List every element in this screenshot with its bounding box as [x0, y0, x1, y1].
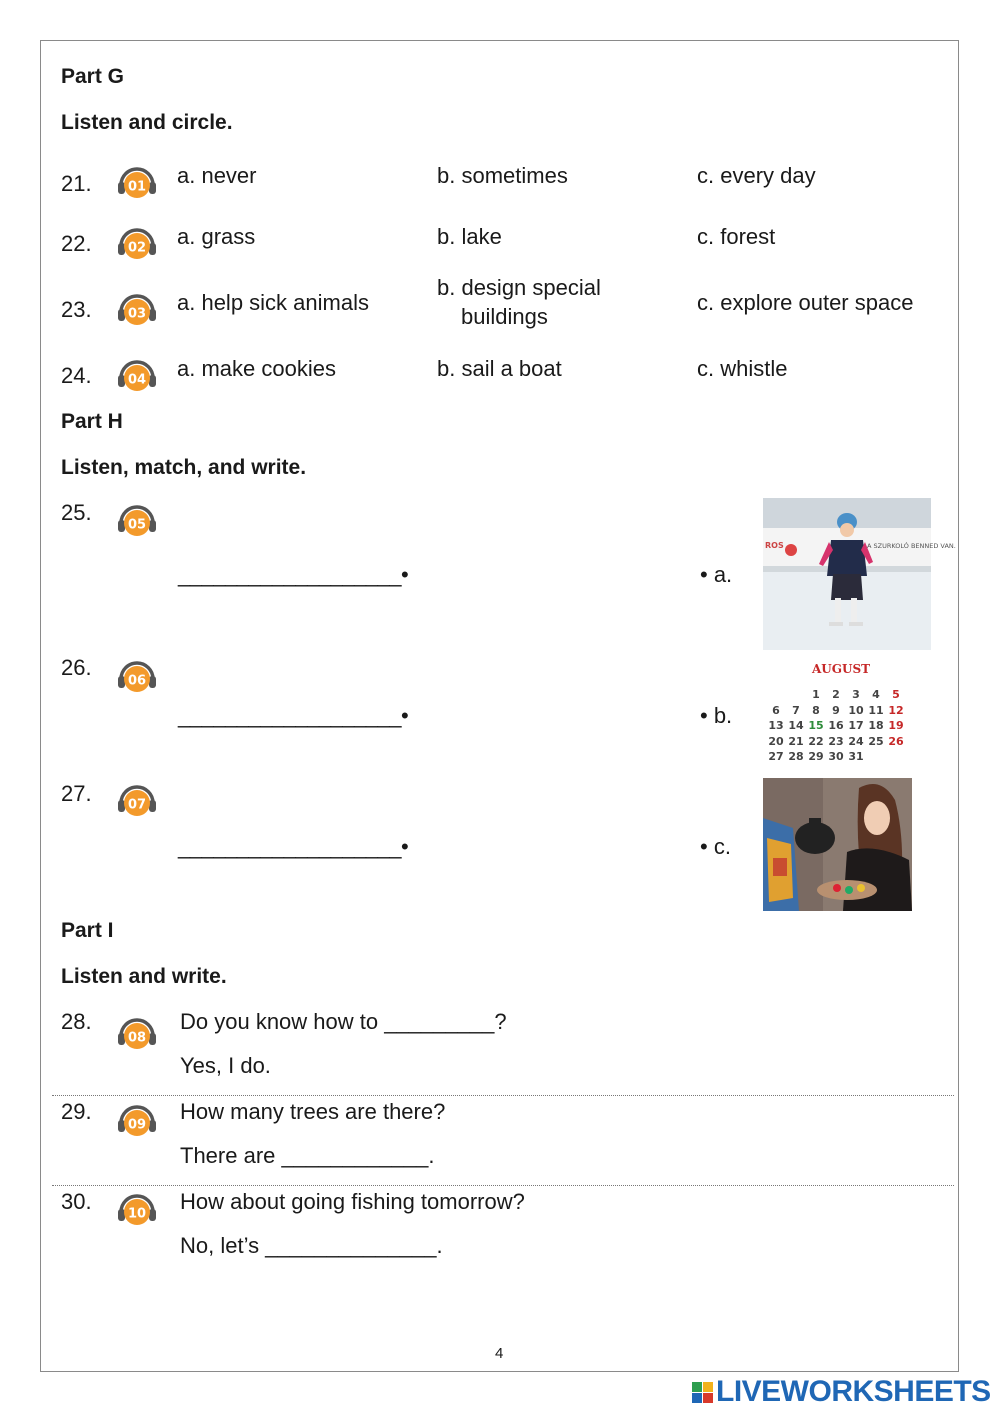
calendar-day: 10 [848, 703, 864, 717]
question-number: 22. [61, 231, 92, 256]
calendar-day: 7 [792, 703, 800, 717]
headphones-icon[interactable] [117, 1101, 157, 1137]
track-number: 08 [127, 1030, 147, 1046]
calendar-day: 8 [812, 703, 820, 717]
august-calendar-image [766, 662, 916, 776]
calendar-day: 21 [788, 734, 804, 748]
calendar-day: 24 [848, 734, 864, 748]
calendar-month: AUGUST [811, 662, 871, 676]
calendar-day: 3 [852, 688, 860, 701]
headphones-icon[interactable] [117, 657, 157, 693]
option-a[interactable]: a. make cookies [177, 356, 336, 381]
question-number: 24. [61, 363, 92, 388]
question-number: 30. [61, 1189, 92, 1214]
liveworksheets-logo[interactable] [692, 1374, 991, 1410]
track-number: 09 [127, 1117, 147, 1133]
headphones-icon[interactable] [117, 781, 157, 817]
option-b[interactable]: b. design special [437, 275, 601, 300]
calendar-day: 16 [828, 719, 844, 732]
option-c[interactable]: c. whistle [697, 356, 788, 381]
question-text: How about going fishing tomorrow? [180, 1189, 525, 1214]
calendar-day [766, 688, 786, 704]
track-number: 02 [127, 240, 147, 256]
girl-painting-image [763, 778, 912, 911]
question-number: 28. [61, 1009, 92, 1034]
option-b[interactable]: b. lake [437, 224, 502, 249]
calendar-week [766, 735, 916, 751]
calendar-day: 19 [888, 719, 904, 732]
answer-text: Yes, I do. [180, 1053, 271, 1078]
part-i-title: Part I [61, 919, 114, 942]
question-number: 25. [61, 500, 92, 525]
calendar-day: 1 [812, 688, 820, 701]
calendar-day: 28 [788, 750, 804, 763]
answer-text[interactable]: No, let’s ______________. [180, 1233, 443, 1258]
calendar-day: 4 [872, 688, 880, 701]
answer-blank[interactable]: ___________________• [178, 562, 409, 587]
question-text[interactable]: Do you know how to _________? [180, 1009, 507, 1034]
calendar-day: 5 [892, 688, 900, 701]
question-text: How many trees are there? [180, 1099, 446, 1124]
headphones-icon[interactable] [117, 224, 157, 260]
calendar-day: 17 [848, 719, 864, 732]
option-b-continued: buildings [461, 304, 548, 329]
track-number: 04 [127, 372, 147, 388]
match-option-c[interactable]: • c. [700, 834, 731, 859]
calendar-day: 12 [888, 703, 904, 717]
option-a[interactable]: a. grass [177, 224, 256, 249]
track-number: 10 [127, 1206, 147, 1222]
calendar-day: 6 [772, 703, 780, 717]
question-number: 27. [61, 781, 92, 806]
part-g-instruction: Listen and circle. [61, 111, 233, 134]
dotted-separator [52, 1095, 954, 1096]
track-number: 01 [127, 179, 147, 195]
calendar-day [886, 750, 906, 766]
calendar-day: 11 [868, 703, 884, 717]
option-c[interactable]: c. explore outer space [697, 290, 914, 315]
liveworksheets-wordmark: LIVEWORKSHEETS [716, 1375, 991, 1408]
ice-skating-girl-image [763, 498, 956, 650]
headphones-icon[interactable] [117, 501, 157, 537]
option-c[interactable]: c. every day [697, 163, 816, 188]
track-number: 03 [127, 306, 147, 322]
question-number: 23. [61, 297, 92, 322]
svg-text:ROS: ROS [765, 541, 784, 550]
track-number: 06 [127, 673, 147, 689]
calendar-day [786, 688, 806, 704]
calendar-day: 29 [808, 750, 824, 763]
part-h-title: Part H [61, 410, 123, 433]
calendar-day: 22 [808, 734, 824, 748]
calendar-day: 14 [788, 719, 804, 732]
calendar-week [766, 750, 916, 766]
track-number: 07 [127, 797, 147, 813]
calendar-day: 20 [768, 734, 784, 748]
answer-blank[interactable]: ___________________• [178, 703, 409, 728]
calendar-day: 9 [832, 703, 840, 717]
calendar-day: 27 [768, 750, 784, 763]
dotted-separator [52, 1185, 954, 1186]
option-a[interactable]: a. never [177, 163, 257, 188]
part-h-instruction: Listen, match, and write. [61, 456, 307, 479]
calendar-week [766, 719, 916, 735]
part-g-title: Part G [61, 65, 125, 88]
option-b[interactable]: b. sail a boat [437, 356, 562, 381]
calendar-day: 13 [768, 719, 784, 732]
headphones-icon[interactable] [117, 356, 157, 392]
match-option-a[interactable]: • a. [700, 562, 733, 587]
calendar-day: 25 [868, 734, 884, 748]
calendar-day: 30 [828, 750, 844, 763]
question-number: 21. [61, 171, 92, 196]
calendar-day: 26 [888, 734, 904, 748]
calendar-day: 31 [848, 750, 864, 763]
headphones-icon[interactable] [117, 1014, 157, 1050]
calendar-day [866, 750, 886, 766]
headphones-icon[interactable] [117, 163, 157, 199]
headphones-icon[interactable] [117, 1190, 157, 1226]
calendar-week [766, 688, 916, 704]
headphones-icon[interactable] [117, 290, 157, 326]
option-a[interactable]: a. help sick animals [177, 290, 369, 315]
page-number: 4 [495, 1345, 504, 1362]
calendar-day: 18 [868, 719, 884, 732]
calendar-day: 2 [832, 688, 840, 701]
answer-text[interactable]: There are ____________. [180, 1143, 435, 1168]
part-i-instruction: Listen and write. [61, 965, 227, 988]
sign-text: A SZURKOLÓ BENNED VAN. [867, 542, 956, 550]
liveworksheets-icon [692, 1382, 713, 1403]
question-number: 26. [61, 655, 92, 680]
option-c[interactable]: c. forest [697, 224, 776, 249]
calendar-week [766, 704, 916, 720]
track-number: 05 [127, 517, 147, 533]
calendar-day: 15 [808, 719, 824, 732]
calendar-day: 23 [828, 734, 844, 748]
match-option-b[interactable]: • b. [700, 703, 733, 728]
calendar-grid [766, 688, 916, 766]
answer-blank[interactable]: ___________________• [178, 834, 409, 859]
option-b[interactable]: b. sometimes [437, 163, 568, 188]
question-number: 29. [61, 1099, 92, 1124]
